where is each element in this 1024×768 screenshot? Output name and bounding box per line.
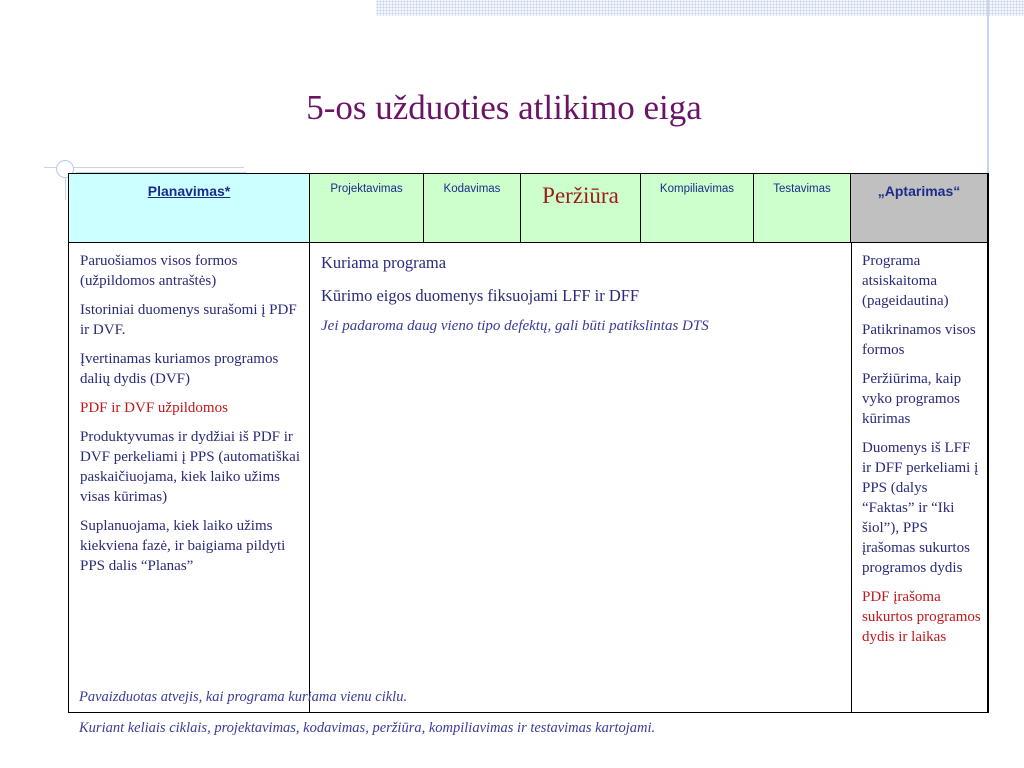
- development-column: [310, 243, 851, 713]
- review-step: Peržiūrima, kaip vyko programos kūrimas: [862, 371, 962, 427]
- review-step: Patikrinamos visos formos: [862, 322, 976, 358]
- header-testavimas: [754, 173, 851, 243]
- header-perziura: [521, 173, 641, 243]
- process-table: [68, 173, 989, 713]
- planning-step: Suplanuojama, kiek laiko užims kiekviena fazė, ir baigiama pildyti PPS dalis “Planas”: [80, 518, 286, 574]
- header-projektavimas: [310, 173, 424, 243]
- review-column: [851, 243, 989, 713]
- development-step: Kuriama programa: [321, 253, 447, 272]
- planning-step: Produktyvumas ir dydžiai iš PDF ir DVF perkeliami į PPS (automatiškai paskaičiuojama, kiek laiko užims visas kūrimas): [80, 429, 300, 505]
- planning-step-highlight: PDF ir DVF užpildomos: [80, 400, 228, 416]
- header-label: Kompiliavimas: [659, 183, 735, 195]
- header-kodavimas: [424, 173, 521, 243]
- development-note: Jei padaroma daug vieno tipo defektų, gali būti patikslintas DTS: [321, 318, 709, 334]
- header-label: „Aptarimas“: [877, 183, 961, 199]
- header-planavimas: [68, 173, 310, 243]
- header-label: Testavimas: [773, 183, 831, 195]
- decorative-dotted-band: [376, 0, 1024, 16]
- multi-cycle-note: Kuriant keliais ciklais, projektavimas, kodavimas, peržiūra, kompiliavimas ir testavimas kartojami.: [79, 720, 656, 736]
- decorative-horizontal-line: [44, 167, 244, 168]
- review-step: Programa atsiskaitoma (pageidautina): [862, 253, 949, 309]
- header-label: Planavimas*: [147, 183, 231, 199]
- header-kompiliavimas: [641, 173, 754, 243]
- review-step-highlight: PDF įrašoma sukurtos programos dydis ir laikas: [862, 589, 981, 645]
- planning-step: Paruošiamos visos formos (užpildomos antraštės): [80, 253, 238, 289]
- planning-step: Istoriniai duomenys surašomi į PDF ir DVF.: [80, 302, 297, 338]
- header-aptarimas: [851, 173, 989, 243]
- header-label: Kodavimas: [443, 183, 501, 195]
- development-step: Kūrimo eigos duomenys fiksuojami LFF ir DFF: [321, 286, 640, 305]
- single-cycle-note: Pavaizduotas atvejis, kai programa kuriama vienu ciklu.: [79, 689, 408, 705]
- review-step: Duomenys iš LFF ir DFF perkeliami į PPS (dalys “Faktas” ir “Iki šiol”), PPS įrašomas sukurtos programos dydis: [862, 440, 979, 576]
- planning-step: Įvertinamas kuriamos programos dalių dydis (DVF): [80, 351, 279, 387]
- page-title: 5-os užduoties atlikimo eiga: [306, 88, 702, 127]
- header-label: Projektavimas: [330, 183, 403, 195]
- header-label: Peržiūra: [542, 183, 619, 208]
- planning-column: [68, 243, 310, 713]
